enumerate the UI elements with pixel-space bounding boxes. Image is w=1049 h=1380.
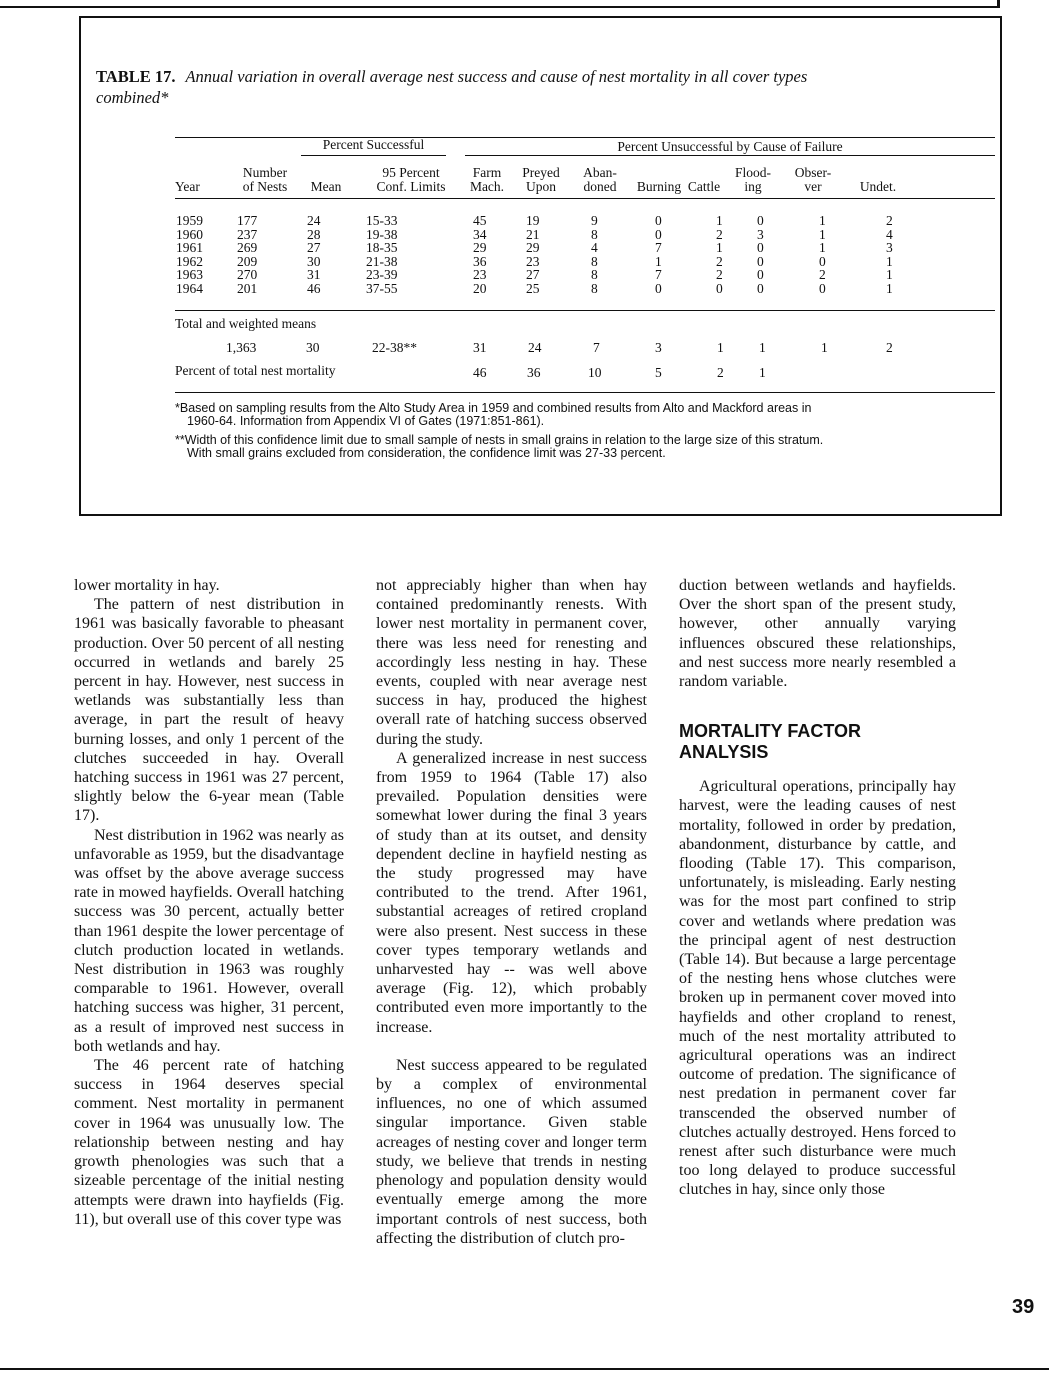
column-header: Obser- <box>794 165 832 180</box>
table-cell: 3 <box>757 226 764 242</box>
column-header: ver <box>804 179 822 194</box>
text-column-1 <box>74 576 344 1229</box>
bottom-rule <box>0 1368 1049 1370</box>
table-cell: 2 <box>716 253 723 269</box>
table-cell: 37-55 <box>366 281 398 296</box>
table-cell: 27 <box>526 267 540 283</box>
paragraph: Nest success appeared to be regulated by a complex of environmental influences, no one of which assumed singular importance. Given stable acreages of nesting cover and longer term study, we believe that trends in nesting phenology and population density would eventually emerge among the more important controls of nest success, both affecting the distribution of clutch pro- <box>376 1056 647 1247</box>
table-cell: 19-38 <box>366 226 398 242</box>
table-cell: 9 <box>591 213 598 228</box>
column-header: Cattle <box>687 179 721 194</box>
table-cell: 1 <box>759 365 766 380</box>
table-cell: 1 <box>886 267 893 283</box>
table-cell: 2 <box>886 340 893 355</box>
column-header: Farm <box>472 165 502 180</box>
table-cell: 1 <box>821 340 828 355</box>
table-cell: 1 <box>819 226 826 242</box>
table-cell: 0 <box>757 253 764 269</box>
table-cell: 45 <box>473 213 487 228</box>
paragraph: not appreciably higher than when hay contained predominantly renests. With lower nest mortality in permanent cover, there was less need for renesting and accordingly less nesting in hay. These events, coupled with near average nest success in hay, produced the highest overall rate of hatching success observed during the study. <box>376 577 647 748</box>
table-cell: 8 <box>591 267 598 283</box>
table-cell: 2 <box>716 226 723 242</box>
table-cell: 25 <box>526 281 540 296</box>
table-cell: 36 <box>527 365 541 380</box>
table-cell: 20 <box>473 281 487 296</box>
table-cell: 7 <box>655 267 662 283</box>
table-cell: 7 <box>655 240 662 256</box>
table-cell: 2 <box>886 213 893 228</box>
table-cell: 1960 <box>176 226 203 242</box>
table-cell: 31 <box>473 340 487 355</box>
column-header: of Nests <box>242 179 288 194</box>
table-cell: 0 <box>757 267 764 283</box>
group-rule-success <box>301 155 446 156</box>
total-label: Total and weighted means <box>175 316 317 331</box>
table-cell: 1 <box>886 253 893 269</box>
footnote: *Based on sampling results from the Alto Study Area in 1959 and combined results from Alto and Mackford areas in <box>175 401 812 415</box>
table-cell: 34 <box>473 226 487 242</box>
table-cell: 23 <box>473 267 487 283</box>
table-cell: 0 <box>655 281 662 296</box>
table-cell: 2 <box>716 267 723 283</box>
column-header: Year <box>175 179 200 194</box>
table-cell: 24 <box>307 213 321 228</box>
column-header: Flood- <box>734 165 771 180</box>
table-cell: 30 <box>306 340 320 355</box>
table-cell: 5 <box>655 365 662 380</box>
table-cell: 270 <box>237 267 258 283</box>
table-cell: 0 <box>757 213 764 228</box>
column-header: doned <box>583 179 617 194</box>
table-cell: 1 <box>886 281 893 296</box>
footnote: With small grains excluded from consideration, the confidence limit was 27-33 percent. <box>187 446 666 460</box>
table-cell: 0 <box>757 281 764 296</box>
table-title: Annual variation in overall average nest success and cause of nest mortality in all cover types combined* <box>96 67 808 107</box>
footnote: **Width of this confidence limit due to small sample of nests in small grains in relation to the large size of this stratum. <box>175 433 824 447</box>
paragraph: The pattern of nest distribution in 1961 was basically favorable to pheasant production. Over 50 percent of all nesting occurred in wetlands and barely 25 percent in hay. However, nest success in wetlands was substantially less than average, in part the result of heavy burning losses, and only 1 percent of the clutches succeeded in hay. Overall hatching success in 1961 was 27 percent, slightly below the 6-year mean (Table 17). <box>74 596 344 825</box>
table-cell: 1 <box>759 340 766 355</box>
table-cell: 3 <box>655 340 662 355</box>
table-cell: 19 <box>526 213 540 228</box>
data-table <box>79 16 1002 516</box>
column-header: Conf. Limits <box>376 179 446 194</box>
mortality-label: Percent of total nest mortality <box>175 363 336 378</box>
table-cell: 0 <box>716 281 723 296</box>
table-cell: 1 <box>819 240 826 256</box>
table-cell: 21 <box>526 226 540 242</box>
table-cell: 1964 <box>176 281 203 296</box>
column-header: Upon <box>526 179 556 194</box>
table-cell: 8 <box>591 281 598 296</box>
text-column-3 <box>679 576 956 1200</box>
table-cell: 0 <box>819 281 826 296</box>
column-header: Mach. <box>469 179 505 194</box>
table-cell: 0 <box>655 226 662 242</box>
table-cell: 31 <box>307 267 321 283</box>
table-cell: 2 <box>819 267 826 283</box>
table-cell: 8 <box>591 226 598 242</box>
table-cell: 29 <box>473 240 487 256</box>
table-cell: 1961 <box>176 240 203 256</box>
table-cell: 0 <box>757 240 764 256</box>
table-cell: 1 <box>819 213 826 228</box>
table-rule-bottom <box>175 392 995 393</box>
table-cell: 2 <box>717 365 724 380</box>
column-header: Burning <box>636 179 682 194</box>
table-cell: 1,363 <box>226 340 257 355</box>
group-header-failure: Percent Unsuccessful by Cause of Failure <box>617 139 843 154</box>
table-cell: 46 <box>307 281 321 296</box>
page-number: 39 <box>1012 1296 1035 1318</box>
table-cell: 30 <box>307 253 321 269</box>
top-frame <box>0 0 1049 8</box>
table-cell: 1 <box>655 253 662 269</box>
table-cell: 1 <box>716 213 723 228</box>
paragraph: Nest distribution in 1962 was nearly as unfavorable as 1959, but the disadvantage was offset by the above average success rate in mowed hayfields. Overall hatching success was 30 percent, actually better than 1961 despite the lower percentage of clutch production located in wetlands. Nest distribution in 1963 was roughly comparable to 1961. However, overall hatching success was higher, 31 percent, as a result of improved nest success in both wetlands and hay. <box>74 826 344 1055</box>
column-header: 95 Percent <box>382 165 440 180</box>
table-cell: 23 <box>526 253 540 269</box>
table-cell: 22-38** <box>372 340 417 355</box>
table-cell: 23-39 <box>366 267 398 283</box>
table-cell: 237 <box>237 226 258 242</box>
table-label: TABLE 17. <box>96 67 176 86</box>
table-cell: 28 <box>307 226 321 242</box>
table-cell: 269 <box>237 240 258 256</box>
table-rule-top <box>175 137 995 138</box>
group-rule-failure <box>465 155 995 156</box>
table-cell: 24 <box>528 340 542 355</box>
column-header: Number <box>242 165 288 180</box>
table-cell: 15-33 <box>366 213 398 228</box>
footnote: 1960-64. Information from Appendix VI of Gates (1971:851-861). <box>187 414 545 428</box>
table-cell: 7 <box>593 340 600 355</box>
table-cell: 27 <box>307 240 321 256</box>
table-cell: 201 <box>237 281 258 296</box>
table-cell: 8 <box>591 253 598 269</box>
text-column-2 <box>376 576 647 1248</box>
column-header: Preyed <box>522 165 560 180</box>
table-cell: 4 <box>886 226 893 242</box>
table-cell: 0 <box>655 213 662 228</box>
table-cell: 209 <box>237 253 258 269</box>
section-heading: MORTALITY FACTOR ANALYSIS <box>679 721 861 763</box>
table-cell: 177 <box>237 213 258 228</box>
column-header: Aban- <box>583 165 617 180</box>
table-cell: 21-38 <box>366 253 398 269</box>
column-header: ing <box>744 179 762 194</box>
column-header: Mean <box>310 179 342 194</box>
table-cell: 1 <box>716 240 723 256</box>
table-cell: 18-35 <box>366 240 398 256</box>
table-cell: 36 <box>473 253 487 269</box>
table-cell: 29 <box>526 240 540 256</box>
table-cell: 1 <box>717 340 724 355</box>
paragraph: A generalized increase in nest success from 1959 to 1964 (Table 17) also prevailed. Population densities were somewhat lower during the final 3 years of study than at its outset, and density dependent decline in hayfield nesting as the study progressed may have contributed to the trend. After 1961, substantial acreages of retired cropland were also present. Nest success in these cover types temporary wetlands and unharvested hay -- was well above average (Fig. 12), which probably contributed even more importantly to the increase. <box>376 749 647 1036</box>
table-cell: 10 <box>588 365 602 380</box>
paragraph: duction between wetlands and hayfields. Over the short span of the present study, however, other annually varying influences obscured these relationships, and nest success more nearly resembled a random variable. <box>679 577 956 691</box>
table-cell: 1959 <box>176 213 203 228</box>
table-cell: 1962 <box>176 253 203 269</box>
table-cell: 4 <box>591 240 598 256</box>
column-header: Undet. <box>859 179 897 194</box>
paragraph: lower mortality in hay. <box>74 577 220 594</box>
table-rule-data <box>175 310 995 311</box>
group-header-success: Percent Successful <box>322 137 425 152</box>
table-rule-header <box>175 198 995 199</box>
table-cell: 46 <box>473 365 487 380</box>
paragraph: Agricultural operations, principally hay harvest, were the leading causes of nest mortality, followed in order by predation, abandonment, disturbance by cattle, and flooding (Table 17). This comparison, unfortunately, is misleading. Early nesting was for the most part confined to strip cover and wetlands where predation was the principal agent of nest destruction (Table 14). But because a large percentage of the nesting hens whose clutches were broken up in permanent cover moved into hayfields and other cropland to renest, much of the nest mortality attributed to agricultural operations was an indirect outcome of predation. The significance of nest predation in permanent cover far transcended the observed number of clutches actually destroyed. Hens forced to renest after such disturbance were much too long delayed to produce successful clutches in hay, since only those <box>679 778 956 1199</box>
paragraph: The 46 percent rate of hatching success in 1964 deserves special comment. Nest mortality in permanent cover in 1964 was unusually low. The relationship between nesting and hay growth phenologies was such that a sizeable percentage of the initial nesting attempts were drawn into hayfields (Fig. 11), but overall use of this cover type was <box>74 1057 344 1228</box>
table-cell: 3 <box>886 240 893 256</box>
table-cell: 0 <box>819 253 826 269</box>
table-cell: 1963 <box>176 267 203 283</box>
